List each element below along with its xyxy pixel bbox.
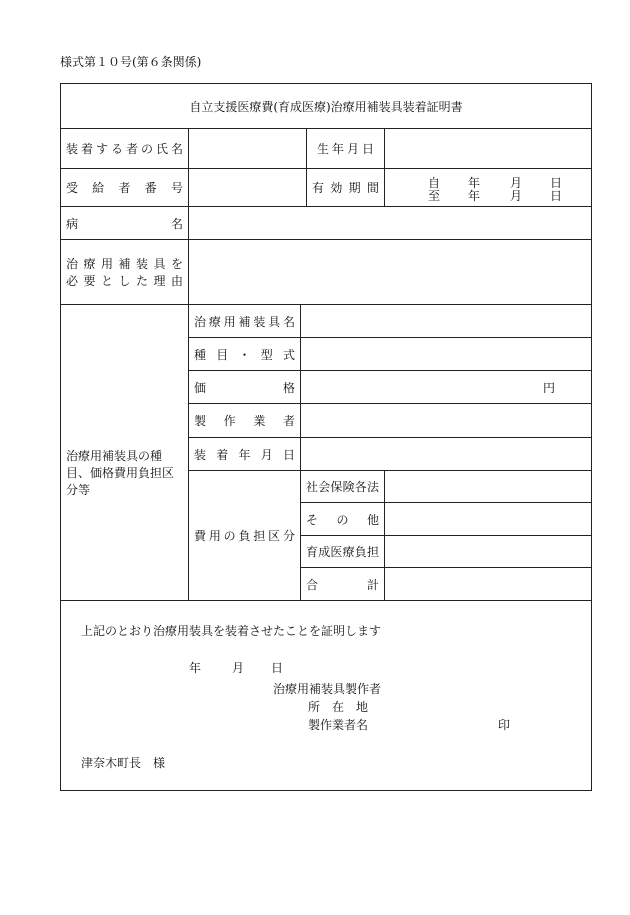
field-total [385,568,592,601]
label-disease: 病名 [61,207,189,240]
date-year: 年 [189,661,202,675]
addressee: 津奈木町長 様 [81,756,166,770]
label-valid-period: 有効期間 [307,169,385,207]
field-birthdate [385,129,592,169]
form-reference: 様式第１０号(第６条関係) [60,55,202,69]
field-name [189,129,307,169]
field-social-insurance [385,471,592,503]
label-reason: 治療用補装具を 必要とした理由 [61,240,189,305]
field-reason [189,240,592,305]
label-type-model: 種目・型式 [189,338,301,371]
field-maker [301,404,592,438]
field-disease [189,207,592,240]
field-other [385,503,592,536]
date-day: 日 [271,661,284,675]
date-month: 月 [232,661,245,675]
label-recipient-no: 受給者番号 [61,169,189,207]
form-title: 自立支援医療費(育成医療)治療用補装具装着証明書 [61,84,592,129]
field-fit-date [301,438,592,471]
maker-title: 治療用補装具製作者 [273,682,382,696]
certification-statement: 上記のとおり治療用装具を装着させたことを証明します [81,624,382,638]
label-total: 合計 [301,568,385,601]
certificate-form [60,83,592,791]
label-other: その他 [301,503,385,536]
label-cost-share: 費用の負担区分 [189,471,301,601]
field-recipient-no [189,169,307,207]
label-group: 治療用補装具の種目、価格費用負担区分等 [61,305,189,601]
field-ikusei-burden [385,536,592,568]
label-ikusei-burden: 育成医療負担 [301,536,385,568]
field-valid-period: 自 年 月 日 至 年 月 日 [385,169,592,207]
label-social-insurance: 社会保険各法 [301,471,385,503]
label-price: 価格 [189,371,301,404]
maker-name-label: 製作業者名 [308,718,369,732]
field-device-name [301,305,592,338]
label-name: 装着する者の氏名 [61,129,189,169]
label-device-name: 治療用補装具名 [189,305,301,338]
label-fit-date: 装着年月日 [189,438,301,471]
field-price: 円 [301,371,592,404]
field-type-model [301,338,592,371]
certification-section [61,601,592,791]
address-label: 所 在 地 [308,700,369,714]
label-maker: 製作業者 [189,404,301,438]
seal-mark: 印 [498,718,511,732]
label-birthdate: 生年月日 [307,129,385,169]
